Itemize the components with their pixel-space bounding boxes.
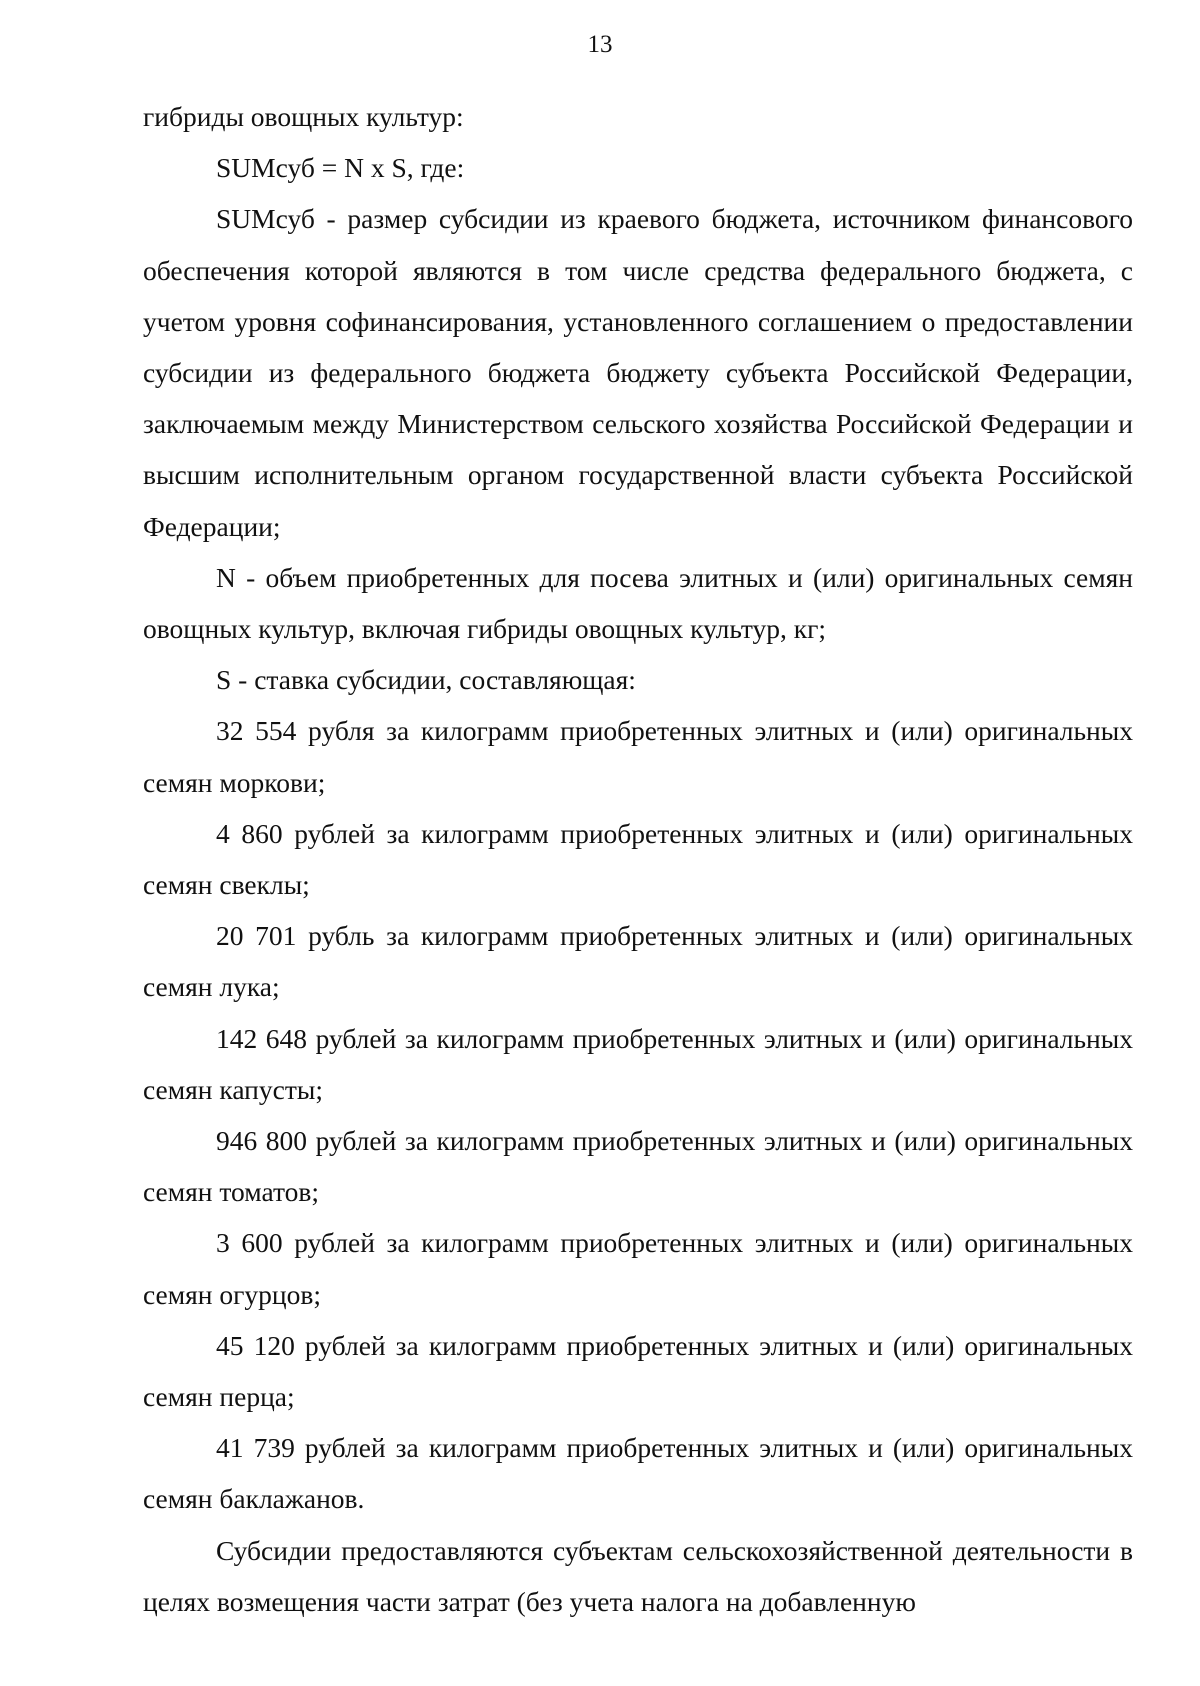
paragraph-rate-tomato: 946 800 рублей за килограмм приобретенных элитных и (или) оригинальных семян томатов; xyxy=(143,1125,1133,1208)
paragraph-rate-carrot: 32 554 рубля за килограмм приобретенных элитных и (или) оригинальных семян моркови; xyxy=(143,715,1133,798)
paragraph-rate-onion: 20 701 рубль за килограмм приобретенных элитных и (или) оригинальных семян лука; xyxy=(143,920,1133,1003)
paragraph-rate-pepper: 45 120 рублей за килограмм приобретенных элитных и (или) оригинальных семян перца; xyxy=(143,1329,1133,1413)
paragraph-sumsub-definition: SUMсуб - размер субсидии из краевого бюджета, источником финансового обеспечения которой являются в том числе средства федерального бюджета, с учетом уровня софинансирования, установленного соглашением о предоставлении субсидии из федерального бюджета бюджету субъекта Российской Федерации, заключаемым между Министерством сельского хозяйства Российской Федерации и высшим исполнительным органом государственной власти субъекта Российской Федерации; xyxy=(143,203,1133,542)
paragraph-rate-cucumber: 3 600 рублей за килограмм приобретенных элитных и (или) оригинальных семян огурцов; xyxy=(143,1227,1133,1310)
paragraph-s-definition: S - ставка субсидии, составляющая: xyxy=(216,664,636,696)
paragraph-rate-cabbage: 142 648 рублей за килограмм приобретенных элитных и (или) оригинальных семян капусты; xyxy=(143,1022,1133,1105)
paragraph-rate-eggplant: 41 739 рублей за килограмм приобретенных элитных и (или) оригинальных семян баклажанов. xyxy=(143,1432,1133,1515)
paragraph-formula: SUMсуб = N x S, где: xyxy=(216,152,465,184)
document-body xyxy=(143,91,1133,1627)
page-number: 13 xyxy=(587,31,613,58)
paragraph-subsidy-purpose: Субсидии предоставляются субъектам сельскохозяйственной деятельности в целях возмещения части затрат (без учета налога на добавленную xyxy=(143,1534,1133,1617)
paragraph-n-definition: N - объем приобретенных для посева элитных и (или) оригинальных семян овощных культур, включая гибриды овощных культур, кг; xyxy=(143,561,1133,645)
paragraph-continuation: гибриды овощных культур: xyxy=(143,101,464,132)
paragraph-rate-beet: 4 860 рублей за килограмм приобретенных элитных и (или) оригинальных семян свеклы; xyxy=(143,817,1133,901)
